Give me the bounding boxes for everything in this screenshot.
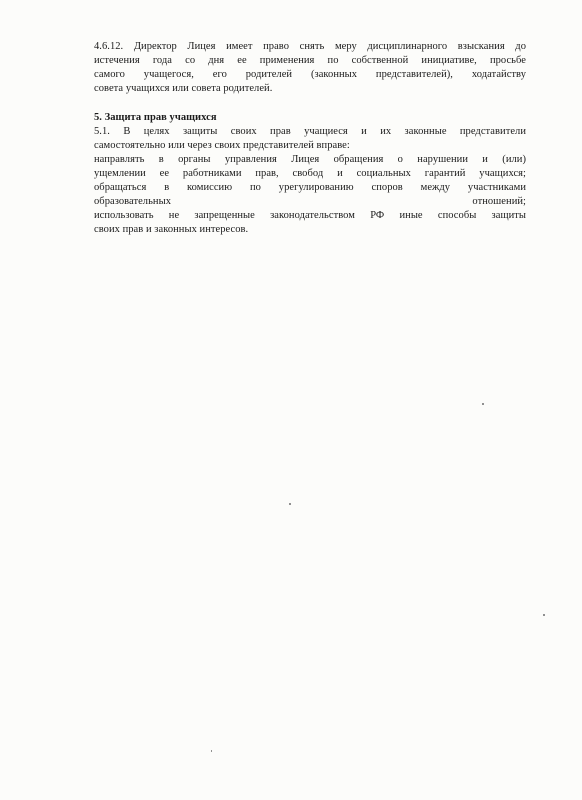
paragraph-5-1 bbox=[94, 125, 526, 153]
text-line: совета учащихся или совета родителей. bbox=[94, 83, 273, 94]
text-line: 5.1. В целях защиты своих прав учащиеся и их законные представители bbox=[94, 126, 526, 137]
text-fragment-left: образовательных bbox=[94, 196, 171, 207]
text-line-split bbox=[94, 195, 526, 209]
list-item-appeal bbox=[94, 153, 526, 181]
text-line: истечения года со дня ее применения по собственной инициативе, просьбе bbox=[94, 55, 526, 66]
scan-speck bbox=[543, 614, 545, 616]
text-line: использовать не запрещенные законодательством РФ иные способы защиты bbox=[94, 210, 526, 221]
scan-speck bbox=[211, 750, 212, 752]
text-fragment-right: отношений; bbox=[472, 196, 526, 207]
paragraph-4-6-12 bbox=[94, 40, 526, 96]
scan-speck bbox=[482, 403, 484, 405]
section-heading: 5. Защита прав учащихся bbox=[94, 112, 217, 123]
text-line: своих прав и законных интересов. bbox=[94, 224, 249, 235]
text-line: ущемлении ее работниками прав, свобод и социальных гарантий учащихся; bbox=[94, 168, 526, 179]
text-line: самостоятельно или через своих представителей вправе: bbox=[94, 140, 350, 151]
text-line: направлять в органы управления Лицея обращения о нарушении и (или) bbox=[94, 154, 526, 165]
text-line: самого учащегося, его родителей (законных представителей), ходатайству bbox=[94, 69, 526, 80]
document-body bbox=[94, 40, 526, 237]
text-line: обращаться в комиссию по урегулированию споров между участниками bbox=[94, 182, 526, 193]
scan-speck bbox=[289, 503, 291, 505]
text-line: 4.6.12. Директор Лицея имеет право снять меру дисциплинарного взыскания до bbox=[94, 41, 526, 52]
list-item-other-methods bbox=[94, 209, 526, 237]
list-item-commission bbox=[94, 181, 526, 209]
